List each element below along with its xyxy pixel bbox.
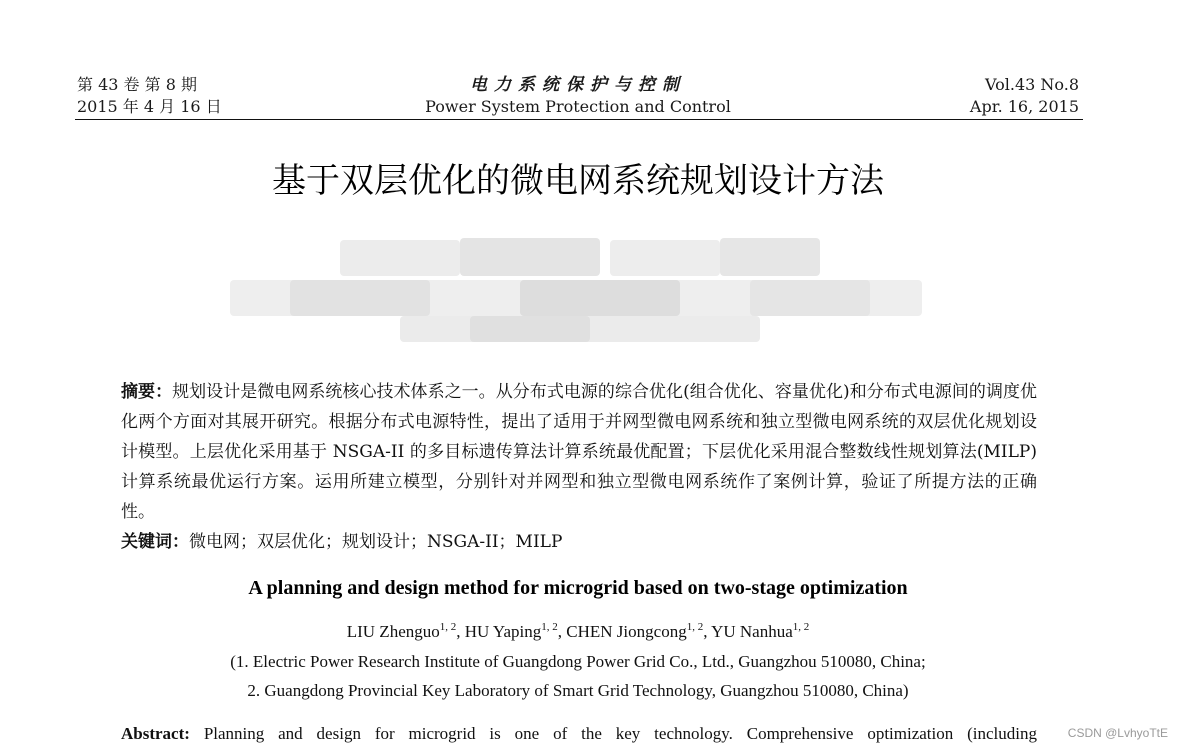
- author-affiliation-marker: 1, 2: [792, 621, 810, 633]
- abstract-en-text: Planning and design for microgrid is one of the key technology. Comprehensive optimization (including: [203, 724, 1037, 743]
- journal-name-cn: 电力系统保护与控制: [470, 75, 686, 95]
- abstract-en: [121, 722, 1037, 746]
- header-rule: [75, 119, 1083, 120]
- author-affiliation-marker: 1, 2: [439, 621, 457, 633]
- redaction-pixel: [520, 280, 680, 316]
- author-separator: ,: [456, 622, 465, 641]
- author-affiliation-marker: 1, 2: [686, 621, 704, 633]
- redacted-authors-block: [230, 236, 922, 344]
- author-separator: ,: [703, 622, 712, 641]
- affiliation-1: (1. Electric Power Research Institute of Guangdong Power Grid Co., Ltd., Guangzhou 510080, China;: [230, 652, 926, 671]
- paper-title-en: A planning and design method for microgrid based on two-stage optimization: [248, 577, 908, 599]
- redaction-pixel: [470, 316, 590, 342]
- issue-volume: 第 43 卷 第 8 期: [77, 75, 197, 94]
- volume-en: Vol.43 No.8: [985, 75, 1079, 94]
- author-name: CHEN Jiongcong: [566, 622, 687, 641]
- keywords-cn-text: 微电网；双层优化；规划设计；NSGA-II；MILP: [189, 532, 563, 552]
- redaction-pixel: [720, 238, 820, 276]
- keywords-cn: [121, 527, 1037, 557]
- csdn-watermark: CSDN @LvhyoTtE: [1067, 726, 1168, 740]
- issue-info-en: [970, 74, 1079, 118]
- author-name: YU Nanhua: [711, 622, 793, 641]
- author-name: LIU Zhenguo: [346, 622, 440, 641]
- abstract-cn-text: 规划设计是微电网系统核心技术体系之一。从分布式电源的综合优化(组合优化、容量优化)和分布式电源间的调度优化两个方面对其展开研究。根据分布式电源特性，提出了适用于并网型微电网系统和独立型微电网系统的双层优化规划设计模型。上层优化采用基于 NSGA-II 的多目标遗传算法计算系统最优配置；下层优化采用混合整数线性规划算法(MILP)计算系统最优运行方案。运用所建立模型，分别针对并网型和独立型微电网系统作了案例计算，验证了所提方法的正确性。: [121, 382, 1038, 522]
- author-name: HU Yaping: [464, 622, 542, 641]
- affiliation-2: 2. Guangdong Provincial Key Laboratory of Smart Grid Technology, Guangzhou 510080, China): [247, 681, 909, 700]
- date-en: Apr. 16, 2015: [969, 97, 1079, 116]
- redaction-pixel: [340, 240, 460, 276]
- author-affiliation-marker: 1, 2: [541, 621, 558, 633]
- keywords-cn-label: 关键词：: [121, 532, 189, 552]
- authors-en: [0, 620, 1156, 644]
- abstract-en-label: Abstract:: [121, 724, 190, 743]
- issue-date: 2015 年 4 月 16 日: [77, 97, 222, 116]
- redaction-pixel: [610, 240, 720, 276]
- redaction-pixel: [290, 280, 430, 316]
- redaction-pixel: [460, 238, 600, 276]
- author-separator: ,: [557, 622, 567, 641]
- paper-title-cn: 基于双层优化的微电网系统规划设计方法: [272, 161, 884, 201]
- journal-name-en: Power System Protection and Control: [425, 97, 731, 116]
- redaction-pixel: [750, 280, 870, 316]
- abstract-cn-label: 摘要：: [121, 382, 173, 402]
- abstract-cn: [121, 377, 1037, 527]
